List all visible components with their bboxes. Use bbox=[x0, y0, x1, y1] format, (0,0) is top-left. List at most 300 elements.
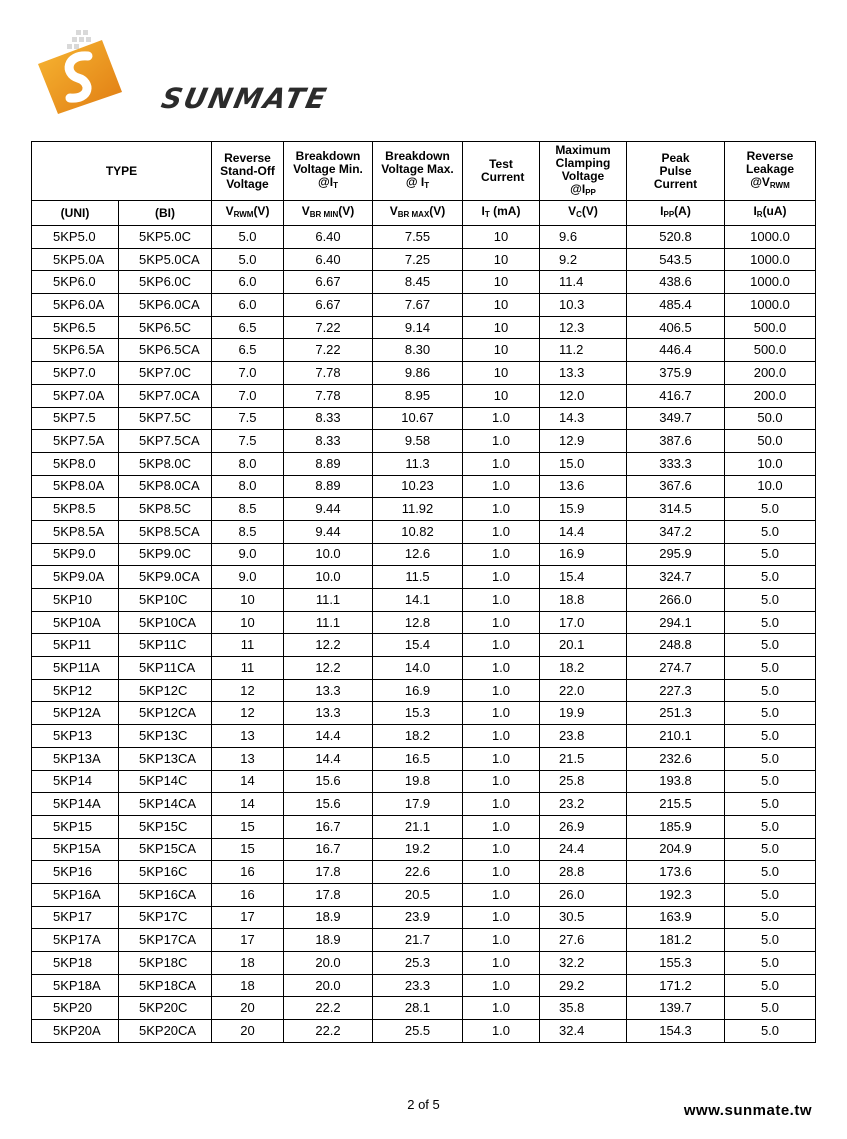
cell-test-current: 1.0 bbox=[463, 543, 540, 566]
cell-standoff-voltage: 20 bbox=[212, 997, 284, 1020]
cell-test-current: 1.0 bbox=[463, 657, 540, 680]
cell-peak-current: 416.7 bbox=[627, 384, 725, 407]
cell-reverse-leakage: 5.0 bbox=[725, 520, 816, 543]
cell-standoff-voltage: 18 bbox=[212, 952, 284, 975]
cell-reverse-leakage: 500.0 bbox=[725, 339, 816, 362]
cell-peak-current: 173.6 bbox=[627, 861, 725, 884]
cell-breakdown-max: 25.3 bbox=[373, 952, 463, 975]
table-row bbox=[32, 589, 816, 612]
cell-peak-current: 155.3 bbox=[627, 952, 725, 975]
cell-clamping-voltage: 15.9 bbox=[540, 498, 627, 521]
cell-breakdown-max: 16.5 bbox=[373, 747, 463, 770]
table-row bbox=[32, 294, 816, 317]
cell-clamping-voltage: 35.8 bbox=[540, 997, 627, 1020]
cell-clamping-voltage: 9.2 bbox=[540, 248, 627, 271]
cell-uni-part: 5KP9.0A bbox=[32, 566, 119, 589]
cell-peak-current: 192.3 bbox=[627, 883, 725, 906]
cell-test-current: 10 bbox=[463, 294, 540, 317]
cell-breakdown-min: 8.89 bbox=[284, 452, 373, 475]
cell-breakdown-min: 6.67 bbox=[284, 271, 373, 294]
cell-breakdown-min: 20.0 bbox=[284, 974, 373, 997]
cell-peak-current: 349.7 bbox=[627, 407, 725, 430]
cell-standoff-voltage: 15 bbox=[212, 838, 284, 861]
cell-peak-current: 181.2 bbox=[627, 929, 725, 952]
header-breakdown-min: Breakdown Voltage Min. $@I_T$ bbox=[284, 142, 373, 201]
cell-bi-part: 5KP18CA bbox=[119, 974, 212, 997]
cell-uni-part: 5KP14 bbox=[32, 770, 119, 793]
table-row bbox=[32, 770, 816, 793]
cell-standoff-voltage: 10 bbox=[212, 611, 284, 634]
cell-test-current: 10 bbox=[463, 226, 540, 249]
cell-test-current: 1.0 bbox=[463, 430, 540, 453]
cell-peak-current: 248.8 bbox=[627, 634, 725, 657]
unit-ir: $I_R(uA)$ bbox=[725, 201, 816, 226]
table-row bbox=[32, 498, 816, 521]
cell-breakdown-min: 10.0 bbox=[284, 566, 373, 589]
cell-breakdown-max: 20.5 bbox=[373, 883, 463, 906]
cell-uni-part: 5KP11A bbox=[32, 657, 119, 680]
cell-bi-part: 5KP9.0CA bbox=[119, 566, 212, 589]
cell-breakdown-max: 14.0 bbox=[373, 657, 463, 680]
cell-breakdown-max: 19.8 bbox=[373, 770, 463, 793]
cell-uni-part: 5KP8.5A bbox=[32, 520, 119, 543]
cell-breakdown-min: 22.2 bbox=[284, 997, 373, 1020]
cell-reverse-leakage: 1000.0 bbox=[725, 294, 816, 317]
cell-breakdown-max: 7.67 bbox=[373, 294, 463, 317]
cell-uni-part: 5KP13 bbox=[32, 725, 119, 748]
cell-breakdown-max: 21.7 bbox=[373, 929, 463, 952]
table-row bbox=[32, 883, 816, 906]
unit-vrwm: $V_{RWM}(V)$ bbox=[212, 201, 284, 226]
header-standoff-voltage: Reverse Stand-Off Voltage bbox=[212, 142, 284, 201]
cell-reverse-leakage: 500.0 bbox=[725, 316, 816, 339]
table-row bbox=[32, 952, 816, 975]
cell-bi-part: 5KP8.5C bbox=[119, 498, 212, 521]
cell-peak-current: 204.9 bbox=[627, 838, 725, 861]
cell-test-current: 1.0 bbox=[463, 974, 540, 997]
cell-breakdown-max: 9.14 bbox=[373, 316, 463, 339]
cell-peak-current: 232.6 bbox=[627, 747, 725, 770]
cell-standoff-voltage: 8.0 bbox=[212, 452, 284, 475]
table-row bbox=[32, 725, 816, 748]
cell-breakdown-min: 18.9 bbox=[284, 929, 373, 952]
cell-bi-part: 5KP13C bbox=[119, 725, 212, 748]
cell-breakdown-max: 8.45 bbox=[373, 271, 463, 294]
cell-bi-part: 5KP20C bbox=[119, 997, 212, 1020]
cell-breakdown-max: 16.9 bbox=[373, 679, 463, 702]
cell-breakdown-max: 19.2 bbox=[373, 838, 463, 861]
cell-clamping-voltage: 15.0 bbox=[540, 452, 627, 475]
cell-reverse-leakage: 200.0 bbox=[725, 362, 816, 385]
cell-test-current: 1.0 bbox=[463, 611, 540, 634]
unit-it: $I_T$ (mA) bbox=[463, 201, 540, 226]
cell-standoff-voltage: 6.0 bbox=[212, 271, 284, 294]
cell-standoff-voltage: 14 bbox=[212, 793, 284, 816]
cell-peak-current: 185.9 bbox=[627, 815, 725, 838]
cell-breakdown-min: 9.44 bbox=[284, 498, 373, 521]
cell-bi-part: 5KP5.0C bbox=[119, 226, 212, 249]
cell-bi-part: 5KP16CA bbox=[119, 883, 212, 906]
cell-test-current: 1.0 bbox=[463, 702, 540, 725]
cell-test-current: 1.0 bbox=[463, 906, 540, 929]
table-row bbox=[32, 611, 816, 634]
cell-peak-current: 139.7 bbox=[627, 997, 725, 1020]
table-row bbox=[32, 634, 816, 657]
cell-uni-part: 5KP16A bbox=[32, 883, 119, 906]
cell-breakdown-max: 8.30 bbox=[373, 339, 463, 362]
cell-reverse-leakage: 5.0 bbox=[725, 543, 816, 566]
cell-breakdown-max: 12.6 bbox=[373, 543, 463, 566]
cell-clamping-voltage: 32.2 bbox=[540, 952, 627, 975]
brand-logo bbox=[36, 26, 331, 118]
cell-uni-part: 5KP17A bbox=[32, 929, 119, 952]
cell-reverse-leakage: 1000.0 bbox=[725, 271, 816, 294]
cell-reverse-leakage: 5.0 bbox=[725, 657, 816, 680]
cell-clamping-voltage: 26.0 bbox=[540, 883, 627, 906]
cell-reverse-leakage: 5.0 bbox=[725, 498, 816, 521]
cell-uni-part: 5KP16 bbox=[32, 861, 119, 884]
cell-peak-current: 154.3 bbox=[627, 1020, 725, 1043]
cell-standoff-voltage: 8.5 bbox=[212, 520, 284, 543]
cell-peak-current: 347.2 bbox=[627, 520, 725, 543]
cell-peak-current: 163.9 bbox=[627, 906, 725, 929]
cell-bi-part: 5KP5.0CA bbox=[119, 248, 212, 271]
cell-standoff-voltage: 17 bbox=[212, 929, 284, 952]
cell-breakdown-max: 15.4 bbox=[373, 634, 463, 657]
cell-clamping-voltage: 12.9 bbox=[540, 430, 627, 453]
cell-peak-current: 406.5 bbox=[627, 316, 725, 339]
table-row bbox=[32, 452, 816, 475]
unit-uni: (UNI) bbox=[32, 201, 119, 226]
cell-uni-part: 5KP6.0 bbox=[32, 271, 119, 294]
cell-bi-part: 5KP8.0CA bbox=[119, 475, 212, 498]
cell-bi-part: 5KP17C bbox=[119, 906, 212, 929]
cell-peak-current: 543.5 bbox=[627, 248, 725, 271]
cell-reverse-leakage: 5.0 bbox=[725, 566, 816, 589]
cell-test-current: 1.0 bbox=[463, 997, 540, 1020]
cell-bi-part: 5KP8.5CA bbox=[119, 520, 212, 543]
cell-clamping-voltage: 23.2 bbox=[540, 793, 627, 816]
cell-reverse-leakage: 5.0 bbox=[725, 997, 816, 1020]
cell-breakdown-min: 13.3 bbox=[284, 679, 373, 702]
cell-test-current: 1.0 bbox=[463, 861, 540, 884]
cell-standoff-voltage: 6.0 bbox=[212, 294, 284, 317]
cell-breakdown-min: 14.4 bbox=[284, 725, 373, 748]
cell-bi-part: 5KP14CA bbox=[119, 793, 212, 816]
cell-test-current: 1.0 bbox=[463, 589, 540, 612]
cell-standoff-voltage: 16 bbox=[212, 883, 284, 906]
cell-breakdown-min: 7.22 bbox=[284, 316, 373, 339]
cell-breakdown-min: 8.33 bbox=[284, 407, 373, 430]
cell-breakdown-max: 17.9 bbox=[373, 793, 463, 816]
cell-reverse-leakage: 5.0 bbox=[725, 883, 816, 906]
cell-bi-part: 5KP7.5C bbox=[119, 407, 212, 430]
cell-breakdown-max: 10.23 bbox=[373, 475, 463, 498]
cell-reverse-leakage: 5.0 bbox=[725, 702, 816, 725]
cell-clamping-voltage: 15.4 bbox=[540, 566, 627, 589]
cell-breakdown-max: 18.2 bbox=[373, 725, 463, 748]
cell-breakdown-max: 23.3 bbox=[373, 974, 463, 997]
cell-clamping-voltage: 23.8 bbox=[540, 725, 627, 748]
cell-breakdown-max: 11.5 bbox=[373, 566, 463, 589]
cell-breakdown-max: 9.58 bbox=[373, 430, 463, 453]
cell-peak-current: 171.2 bbox=[627, 974, 725, 997]
cell-uni-part: 5KP6.5A bbox=[32, 339, 119, 362]
cell-bi-part: 5KP12C bbox=[119, 679, 212, 702]
cell-test-current: 10 bbox=[463, 384, 540, 407]
cell-uni-part: 5KP17 bbox=[32, 906, 119, 929]
cell-reverse-leakage: 5.0 bbox=[725, 725, 816, 748]
cell-breakdown-max: 7.55 bbox=[373, 226, 463, 249]
cell-uni-part: 5KP20 bbox=[32, 997, 119, 1020]
cell-clamping-voltage: 10.3 bbox=[540, 294, 627, 317]
cell-standoff-voltage: 9.0 bbox=[212, 543, 284, 566]
cell-peak-current: 294.1 bbox=[627, 611, 725, 634]
table-row bbox=[32, 747, 816, 770]
header-peak-current: Peak Pulse Current bbox=[627, 142, 725, 201]
cell-bi-part: 5KP7.0C bbox=[119, 362, 212, 385]
cell-clamping-voltage: 11.4 bbox=[540, 271, 627, 294]
cell-reverse-leakage: 5.0 bbox=[725, 929, 816, 952]
cell-bi-part: 5KP8.0C bbox=[119, 452, 212, 475]
cell-uni-part: 5KP7.0A bbox=[32, 384, 119, 407]
header-clamping-voltage: Maximum Clamping Voltage $@I_{PP}$ bbox=[540, 142, 627, 201]
unit-bi: (BI) bbox=[119, 201, 212, 226]
cell-bi-part: 5KP10C bbox=[119, 589, 212, 612]
cell-bi-part: 5KP6.0CA bbox=[119, 294, 212, 317]
table-row bbox=[32, 475, 816, 498]
cell-bi-part: 5KP10CA bbox=[119, 611, 212, 634]
cell-standoff-voltage: 7.5 bbox=[212, 430, 284, 453]
cell-breakdown-min: 17.8 bbox=[284, 861, 373, 884]
cell-standoff-voltage: 12 bbox=[212, 679, 284, 702]
cell-standoff-voltage: 7.0 bbox=[212, 362, 284, 385]
unit-vbr-min: $V_{BR MIN}(V)$ bbox=[284, 201, 373, 226]
cell-breakdown-max: 12.8 bbox=[373, 611, 463, 634]
cell-breakdown-min: 11.1 bbox=[284, 589, 373, 612]
cell-standoff-voltage: 18 bbox=[212, 974, 284, 997]
cell-peak-current: 227.3 bbox=[627, 679, 725, 702]
cell-standoff-voltage: 12 bbox=[212, 702, 284, 725]
cell-breakdown-max: 22.6 bbox=[373, 861, 463, 884]
table-row bbox=[32, 520, 816, 543]
cell-standoff-voltage: 6.5 bbox=[212, 316, 284, 339]
cell-test-current: 1.0 bbox=[463, 725, 540, 748]
cell-reverse-leakage: 5.0 bbox=[725, 793, 816, 816]
cell-test-current: 1.0 bbox=[463, 634, 540, 657]
cell-test-current: 1.0 bbox=[463, 793, 540, 816]
brand-name: SUNMATE bbox=[158, 82, 331, 115]
cell-breakdown-min: 12.2 bbox=[284, 634, 373, 657]
cell-peak-current: 215.5 bbox=[627, 793, 725, 816]
cell-bi-part: 5KP17CA bbox=[119, 929, 212, 952]
cell-test-current: 10 bbox=[463, 248, 540, 271]
cell-breakdown-min: 6.67 bbox=[284, 294, 373, 317]
cell-peak-current: 266.0 bbox=[627, 589, 725, 612]
cell-clamping-voltage: 29.2 bbox=[540, 974, 627, 997]
cell-bi-part: 5KP20CA bbox=[119, 1020, 212, 1043]
cell-uni-part: 5KP10 bbox=[32, 589, 119, 612]
cell-peak-current: 485.4 bbox=[627, 294, 725, 317]
cell-test-current: 1.0 bbox=[463, 679, 540, 702]
cell-breakdown-min: 6.40 bbox=[284, 226, 373, 249]
cell-uni-part: 5KP20A bbox=[32, 1020, 119, 1043]
table-row bbox=[32, 861, 816, 884]
cell-breakdown-min: 7.22 bbox=[284, 339, 373, 362]
cell-clamping-voltage: 32.4 bbox=[540, 1020, 627, 1043]
cell-uni-part: 5KP18 bbox=[32, 952, 119, 975]
cell-reverse-leakage: 5.0 bbox=[725, 838, 816, 861]
cell-test-current: 1.0 bbox=[463, 883, 540, 906]
cell-uni-part: 5KP8.5 bbox=[32, 498, 119, 521]
table-row bbox=[32, 543, 816, 566]
cell-breakdown-min: 6.40 bbox=[284, 248, 373, 271]
cell-standoff-voltage: 5.0 bbox=[212, 226, 284, 249]
unit-vc: $V_C(V)$ bbox=[540, 201, 627, 226]
header-type: TYPE bbox=[32, 142, 212, 201]
cell-standoff-voltage: 16 bbox=[212, 861, 284, 884]
cell-test-current: 10 bbox=[463, 316, 540, 339]
cell-reverse-leakage: 5.0 bbox=[725, 974, 816, 997]
cell-reverse-leakage: 5.0 bbox=[725, 861, 816, 884]
cell-clamping-voltage: 17.0 bbox=[540, 611, 627, 634]
table-row bbox=[32, 997, 816, 1020]
cell-test-current: 1.0 bbox=[463, 952, 540, 975]
cell-reverse-leakage: 10.0 bbox=[725, 475, 816, 498]
cell-peak-current: 367.6 bbox=[627, 475, 725, 498]
cell-breakdown-min: 9.44 bbox=[284, 520, 373, 543]
cell-test-current: 1.0 bbox=[463, 475, 540, 498]
cell-clamping-voltage: 11.2 bbox=[540, 339, 627, 362]
cell-peak-current: 324.7 bbox=[627, 566, 725, 589]
cell-standoff-voltage: 7.0 bbox=[212, 384, 284, 407]
cell-standoff-voltage: 6.5 bbox=[212, 339, 284, 362]
cell-standoff-voltage: 8.0 bbox=[212, 475, 284, 498]
cell-clamping-voltage: 19.9 bbox=[540, 702, 627, 725]
cell-reverse-leakage: 1000.0 bbox=[725, 248, 816, 271]
table-row bbox=[32, 339, 816, 362]
header-test-current: Test Current bbox=[463, 142, 540, 201]
cell-reverse-leakage: 5.0 bbox=[725, 611, 816, 634]
cell-breakdown-max: 7.25 bbox=[373, 248, 463, 271]
cell-clamping-voltage: 21.5 bbox=[540, 747, 627, 770]
cell-test-current: 1.0 bbox=[463, 1020, 540, 1043]
unit-vbr-max: $V_{BR MAX}(V)$ bbox=[373, 201, 463, 226]
table-row bbox=[32, 929, 816, 952]
cell-breakdown-max: 9.86 bbox=[373, 362, 463, 385]
header-reverse-leakage: Reverse Leakage $@V_{RWM}$ bbox=[725, 142, 816, 201]
cell-bi-part: 5KP14C bbox=[119, 770, 212, 793]
cell-uni-part: 5KP18A bbox=[32, 974, 119, 997]
cell-test-current: 1.0 bbox=[463, 498, 540, 521]
cell-breakdown-min: 18.9 bbox=[284, 906, 373, 929]
cell-peak-current: 446.4 bbox=[627, 339, 725, 362]
cell-test-current: 1.0 bbox=[463, 566, 540, 589]
cell-uni-part: 5KP11 bbox=[32, 634, 119, 657]
cell-peak-current: 193.8 bbox=[627, 770, 725, 793]
table-row bbox=[32, 838, 816, 861]
cell-uni-part: 5KP15A bbox=[32, 838, 119, 861]
cell-standoff-voltage: 15 bbox=[212, 815, 284, 838]
website-link[interactable]: www.sunmate.tw bbox=[683, 1102, 812, 1119]
cell-test-current: 1.0 bbox=[463, 929, 540, 952]
cell-bi-part: 5KP18C bbox=[119, 952, 212, 975]
cell-clamping-voltage: 24.4 bbox=[540, 838, 627, 861]
cell-test-current: 1.0 bbox=[463, 747, 540, 770]
cell-uni-part: 5KP13A bbox=[32, 747, 119, 770]
cell-clamping-voltage: 14.4 bbox=[540, 520, 627, 543]
cell-peak-current: 274.7 bbox=[627, 657, 725, 680]
cell-clamping-voltage: 28.8 bbox=[540, 861, 627, 884]
table-row bbox=[32, 430, 816, 453]
cell-peak-current: 210.1 bbox=[627, 725, 725, 748]
cell-peak-current: 251.3 bbox=[627, 702, 725, 725]
specification-table bbox=[31, 141, 816, 1043]
cell-breakdown-min: 10.0 bbox=[284, 543, 373, 566]
cell-standoff-voltage: 13 bbox=[212, 747, 284, 770]
cell-test-current: 10 bbox=[463, 339, 540, 362]
cell-test-current: 1.0 bbox=[463, 815, 540, 838]
cell-uni-part: 5KP6.0A bbox=[32, 294, 119, 317]
cell-uni-part: 5KP8.0 bbox=[32, 452, 119, 475]
cell-reverse-leakage: 50.0 bbox=[725, 407, 816, 430]
cell-standoff-voltage: 5.0 bbox=[212, 248, 284, 271]
cell-clamping-voltage: 30.5 bbox=[540, 906, 627, 929]
cell-clamping-voltage: 13.6 bbox=[540, 475, 627, 498]
table-row bbox=[32, 384, 816, 407]
cell-uni-part: 5KP5.0 bbox=[32, 226, 119, 249]
cell-reverse-leakage: 10.0 bbox=[725, 452, 816, 475]
cell-bi-part: 5KP15CA bbox=[119, 838, 212, 861]
cell-standoff-voltage: 14 bbox=[212, 770, 284, 793]
cell-breakdown-min: 7.78 bbox=[284, 362, 373, 385]
cell-standoff-voltage: 11 bbox=[212, 634, 284, 657]
cell-bi-part: 5KP15C bbox=[119, 815, 212, 838]
table-row bbox=[32, 226, 816, 249]
cell-breakdown-min: 20.0 bbox=[284, 952, 373, 975]
cell-breakdown-max: 28.1 bbox=[373, 997, 463, 1020]
table-row bbox=[32, 248, 816, 271]
cell-clamping-voltage: 26.9 bbox=[540, 815, 627, 838]
cell-bi-part: 5KP11C bbox=[119, 634, 212, 657]
cell-breakdown-max: 11.3 bbox=[373, 452, 463, 475]
cell-reverse-leakage: 5.0 bbox=[725, 952, 816, 975]
cell-uni-part: 5KP12A bbox=[32, 702, 119, 725]
cell-bi-part: 5KP6.5C bbox=[119, 316, 212, 339]
table-row bbox=[32, 566, 816, 589]
cell-standoff-voltage: 7.5 bbox=[212, 407, 284, 430]
cell-clamping-voltage: 12.3 bbox=[540, 316, 627, 339]
cell-bi-part: 5KP6.5CA bbox=[119, 339, 212, 362]
cell-peak-current: 314.5 bbox=[627, 498, 725, 521]
cell-clamping-voltage: 22.0 bbox=[540, 679, 627, 702]
cell-uni-part: 5KP10A bbox=[32, 611, 119, 634]
cell-breakdown-max: 10.82 bbox=[373, 520, 463, 543]
cell-breakdown-max: 10.67 bbox=[373, 407, 463, 430]
cell-standoff-voltage: 8.5 bbox=[212, 498, 284, 521]
cell-breakdown-min: 14.4 bbox=[284, 747, 373, 770]
cell-bi-part: 5KP7.5CA bbox=[119, 430, 212, 453]
cell-peak-current: 295.9 bbox=[627, 543, 725, 566]
cell-bi-part: 5KP7.0CA bbox=[119, 384, 212, 407]
cell-bi-part: 5KP6.0C bbox=[119, 271, 212, 294]
cell-reverse-leakage: 200.0 bbox=[725, 384, 816, 407]
header-breakdown-max: Breakdown Voltage Max. @ $I_T$ bbox=[373, 142, 463, 201]
cell-test-current: 1.0 bbox=[463, 520, 540, 543]
cell-clamping-voltage: 12.0 bbox=[540, 384, 627, 407]
cell-standoff-voltage: 10 bbox=[212, 589, 284, 612]
cell-reverse-leakage: 5.0 bbox=[725, 747, 816, 770]
